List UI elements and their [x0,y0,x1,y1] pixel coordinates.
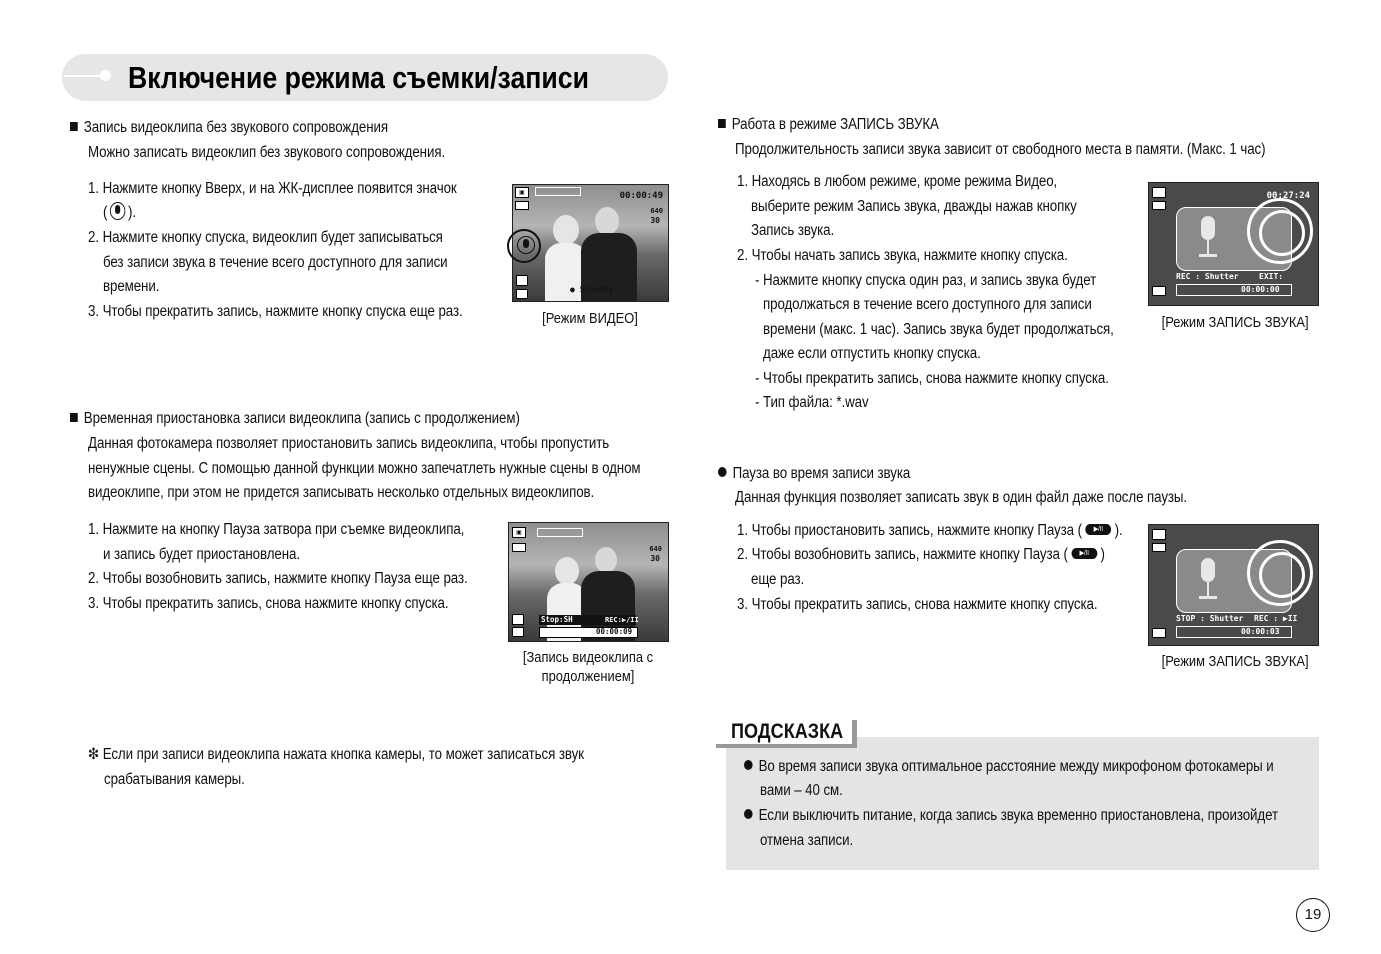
step-text: - Тип файла: *.wav [755,394,869,411]
voice-mode-icon [1152,529,1166,540]
tip-item: Во время записи звука оптимальное расстояние между микрофоном фотокамеры и [744,755,1274,780]
mic-off-icon [110,202,125,220]
step-text: и запись будет приостановлена. [103,546,300,563]
step-text: времени. [103,278,160,295]
page-number: 19 [1296,898,1330,932]
step-text: выберите режим Запись звука, дважды нажав кнопку [751,198,1077,215]
step-text: 3. Чтобы прекратить запись, снова нажмите кнопку спуска. [737,596,1098,613]
step-text: Запись звука. [751,222,835,239]
step-text: времени (макс. 1 час). Запись звука будет продолжаться, [763,321,1114,338]
step-text: 2. Нажмите кнопку спуска, видеоклип будет записываться [88,229,443,246]
frame-rate: 30 [650,216,660,225]
battery-icon [512,543,526,552]
paragraph: ненужные сцены. С помощью данной функции можно запечатлеть нужные сцены в одном [88,460,641,477]
caption: [Режим ЗАПИСЬ ЗВУКА] [1161,653,1309,670]
step-text: даже если отпустить кнопку спуска. [763,345,981,362]
dis-icon [1152,628,1166,638]
microphone-stand [1207,582,1209,596]
dis-icon [1152,286,1166,296]
tip-label: ПОДСКАЗКА [731,720,844,743]
stop-label: Stop:SH [541,615,573,624]
section-heading-video-no-sound: Запись видеоклипа без звукового сопровождения [70,116,388,141]
record-time: 00:00:49 [619,191,663,201]
step-text: 1. Нажмите кнопку Вверх, и на ЖК-дисплее появится значок [88,180,457,197]
caption: [Режим ЗАПИСЬ ЗВУКА] [1161,314,1309,331]
page-title: Включение режима съемки/записи [128,60,589,95]
resolution: 640 [649,545,662,553]
paragraph: Данная фотокамера позволяет приостановить запись видеоклипа, чтобы пропустить [88,435,610,452]
mode-icon [516,275,528,286]
voice-mode-icon [1152,187,1166,198]
paragraph: видеоклипе, при этом не придется записывать несколько отдельных видеоклипов. [88,484,595,501]
remaining-time: 00:27:24 [1266,191,1310,201]
caption: [Режим ВИДЕО] [542,310,638,327]
stop-shutter-label: STOP : Shutter [1176,614,1244,623]
sound-wave-icon [1259,210,1305,256]
rec-shutter-label: REC : Shutter [1176,272,1239,281]
step-text: продолжаться в течение всего доступного для записи [763,296,1092,313]
square-bullet-icon [718,119,726,128]
memory-bar [535,187,581,196]
step-text: без записи звука в течение всего доступного для записи [103,254,448,271]
step-text: 2. Чтобы начать запись звука, нажмите кнопку спуска. [737,247,1068,264]
record-time: 00:00:09 [596,627,633,636]
battery-icon [515,201,529,210]
memory-bar [537,528,583,537]
step-text: 3. Чтобы прекратить запись, нажмите кнопку спуска еще раз. [88,303,463,320]
step-text: - Чтобы прекратить запись, снова нажмите кнопку спуска. [755,370,1109,387]
step-text: 1. Нажмите на кнопку Пауза затвора при съемке видеоклипа, [88,521,465,538]
pause-button-icon: ▶/II [1071,548,1097,559]
record-time: 00:00:03 [1241,627,1280,636]
section-heading-pause-recording: Временная приостановка записи видеоклипа (запись с продолжением) [70,407,520,432]
title-decoration-dot [100,70,111,81]
exit-label: EXIT: [1259,272,1284,281]
caption: [Запись видеоклипа с [522,649,654,666]
step-text: 2. Чтобы возобновить запись, нажмите кнопку Пауза еще раз. [88,570,468,587]
groom-head [595,547,617,573]
caption: продолжением] [541,668,635,685]
paragraph: Можно записать видеоклип без звукового сопровождения. [88,144,446,161]
note-text: ❇ Если при записи видеоклипа нажата кнопка камеры, то может записаться звук [88,746,584,763]
camera-screen-voice-record [1148,182,1319,306]
mode-icon [512,614,524,625]
step-text: ( ). [103,201,136,226]
step-text: 1. Чтобы приостановить запись, нажмите кнопку Пауза ( ▶/II ). [737,522,1123,539]
step-text: еще раз. [751,571,805,588]
groom-head [595,207,619,235]
step-text: - Нажмите кнопку спуска один раз, и запись звука будет [755,272,1097,289]
section-heading-voice-pause: Пауза во время записи звука [718,462,910,487]
microphone-base [1199,254,1217,257]
pause-button-icon: ▶/II [1085,524,1111,535]
tip-item: отмена записи. [760,832,854,849]
battery-icon [1152,201,1166,210]
standby-label: ● Standby [570,285,614,294]
frame-rate: 30 [650,554,660,563]
record-time: 00:00:00 [1241,285,1280,294]
mic-off-highlight-circle [507,229,541,263]
camera-screen-voice-pause [1148,524,1319,646]
tip-item: вами – 40 см. [760,782,843,799]
dis-icon [512,627,524,637]
square-bullet-icon [70,413,78,422]
mic-off-icon [517,236,535,254]
round-bullet-icon [744,809,753,819]
microphone-icon [1201,216,1215,240]
round-bullet-icon [718,467,727,477]
bride-head [553,215,579,245]
step-text: 3. Чтобы прекратить запись, снова нажмите кнопку спуска. [88,595,449,612]
step-text: 1. Находясь в любом режиме, кроме режима Видео, [737,173,1058,190]
microphone-stand [1207,240,1209,254]
section-heading-voice-recording: Работа в режиме ЗАПИСЬ ЗВУКА [718,113,939,138]
note-text: срабатывания камеры. [104,771,245,788]
battery-icon [1152,543,1166,552]
tip-item: Если выключить питание, когда запись звука временно приостановлена, произойдет [744,804,1278,829]
video-icon: ▣ [515,187,529,198]
paragraph: Продолжительность записи звука зависит от свободного места в памяти. (Макс. 1 час) [735,141,1266,158]
microphone-icon [1201,558,1215,582]
microphone-base [1199,596,1217,599]
microphone-frame [1176,549,1292,613]
video-icon: ▣ [512,527,526,538]
step-text: 2. Чтобы возобновить запись, нажмите кнопку Пауза ( ▶/II ) [737,546,1105,563]
round-bullet-icon [744,760,753,770]
microphone-frame [1176,207,1292,271]
square-bullet-icon [70,122,78,131]
camera-screen-video-pause [508,522,669,642]
paragraph: Данная функция позволяет записать звук в один файл даже после паузы. [735,489,1188,506]
bride-head [555,557,579,585]
resolution: 640 [650,207,663,215]
rec-pause-label: REC : ▶II [1254,614,1298,623]
sound-wave-icon [1259,552,1305,598]
rec-label: REC:▶/II [605,616,639,624]
dis-icon [516,289,528,299]
